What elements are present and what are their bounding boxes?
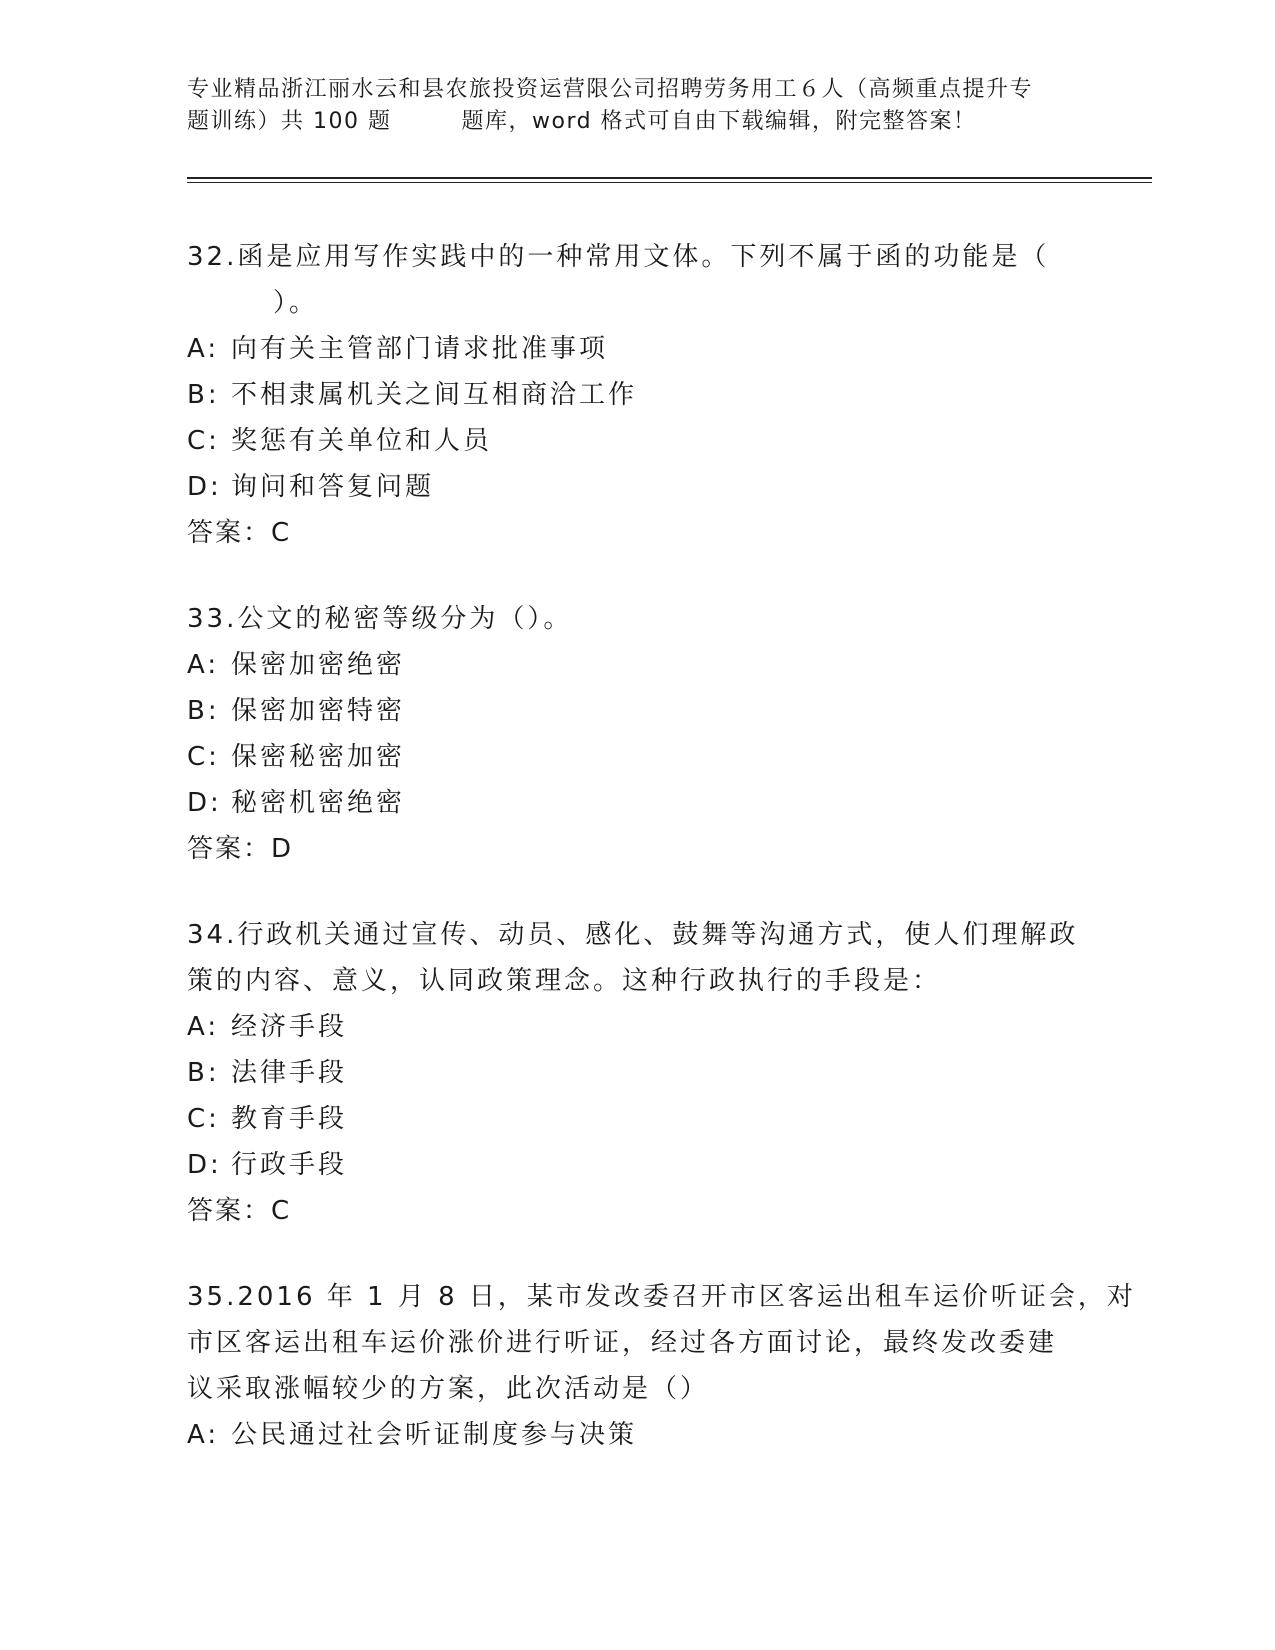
option-b [187,688,1087,734]
option-letter: A: [187,1012,220,1042]
option-letter: D: [187,1150,222,1180]
question-32 [187,234,1087,556]
option-letter: B: [187,380,220,410]
option-text: 保密加密绝密 [231,650,406,680]
option-text: 经济手段 [231,1012,348,1042]
header-title-part-1: 题训练）共 100 题 [187,109,392,134]
option-letter: C: [187,426,220,456]
option-text: 询问和答复问题 [231,472,435,502]
option-b [187,372,1087,418]
option-text: 保密加密特密 [231,696,406,726]
option-c [187,418,1087,464]
header-title-line-2 [187,106,1087,138]
question-stem-line: 35.2016 年 1 月 8 日，某市发改委召开市区客运出租车运价听证会，对 [187,1282,1136,1312]
option-letter: B: [187,1058,220,1088]
option-text: 不相隶属机关之间互相商洽工作 [231,380,638,410]
option-c [187,1096,1087,1142]
answer-label: 答案：D [187,834,294,864]
option-text: 公民通过社会听证制度参与决策 [231,1420,638,1450]
option-a [187,642,1087,688]
option-letter: B: [187,696,220,726]
option-text: 教育手段 [231,1104,348,1134]
option-d [187,464,1087,510]
question-stem [187,234,1087,326]
question-stem-line: 策的内容、意义，认同政策理念。这种行政执行的手段是： [187,966,942,996]
option-text: 保密秘密加密 [231,742,406,772]
question-stem [187,1274,1136,1412]
question-stem-line: ）。 [273,288,319,318]
option-letter: A: [187,650,220,680]
option-d [187,1142,1087,1188]
option-text: 法律手段 [231,1058,348,1088]
document-header [187,74,1087,138]
question-35 [187,1274,1136,1458]
question-list [187,234,1136,1498]
option-a [187,326,1087,372]
header-title-line-1: 专业精品浙江丽水云和县农旅投资运营限公司招聘劳务用工６人（高频重点提升专 [187,77,1034,102]
question-stem-line: 34.行政机关通过宣传、动员、感化、鼓舞等沟通方式，使人们理解政 [187,920,1079,950]
answer-label: 答案：C [187,518,292,548]
option-text: 向有关主管部门请求批准事项 [231,334,609,364]
option-b [187,1050,1087,1096]
option-a [187,1412,1087,1458]
option-text: 行政手段 [231,1150,348,1180]
option-c [187,734,1087,780]
question-33 [187,596,1087,872]
option-letter: C: [187,1104,220,1134]
question-stem [187,596,1087,642]
header-title-part-2: 题库，word 格式可自由下载编辑，附完整答案！ [461,109,977,134]
option-letter: A: [187,334,220,364]
header-rule-thick [187,177,1152,179]
question-stem-line: 32.函是应用写作实践中的一种常用文体。下列不属于函的功能是（ [187,242,1050,272]
question-34 [187,912,1087,1234]
option-letter: D: [187,472,222,502]
option-d [187,780,1087,826]
question-stem-line: 33.公文的秘密等级分为（）。 [187,604,573,634]
option-text: 奖惩有关单位和人员 [231,426,493,456]
question-stem-line: 议采取涨幅较少的方案，此次活动是（） [187,1374,710,1404]
question-stem-line: 市区客运出租车运价涨价进行听证，经过各方面讨论，最终发改委建 [187,1328,1058,1358]
option-letter: A: [187,1420,220,1450]
header-rule-thin [187,182,1152,183]
option-letter: C: [187,742,220,772]
option-letter: D: [187,788,222,818]
option-a [187,1004,1087,1050]
answer-label: 答案：C [187,1196,292,1226]
question-stem [187,912,1087,1004]
option-text: 秘密机密绝密 [231,788,406,818]
